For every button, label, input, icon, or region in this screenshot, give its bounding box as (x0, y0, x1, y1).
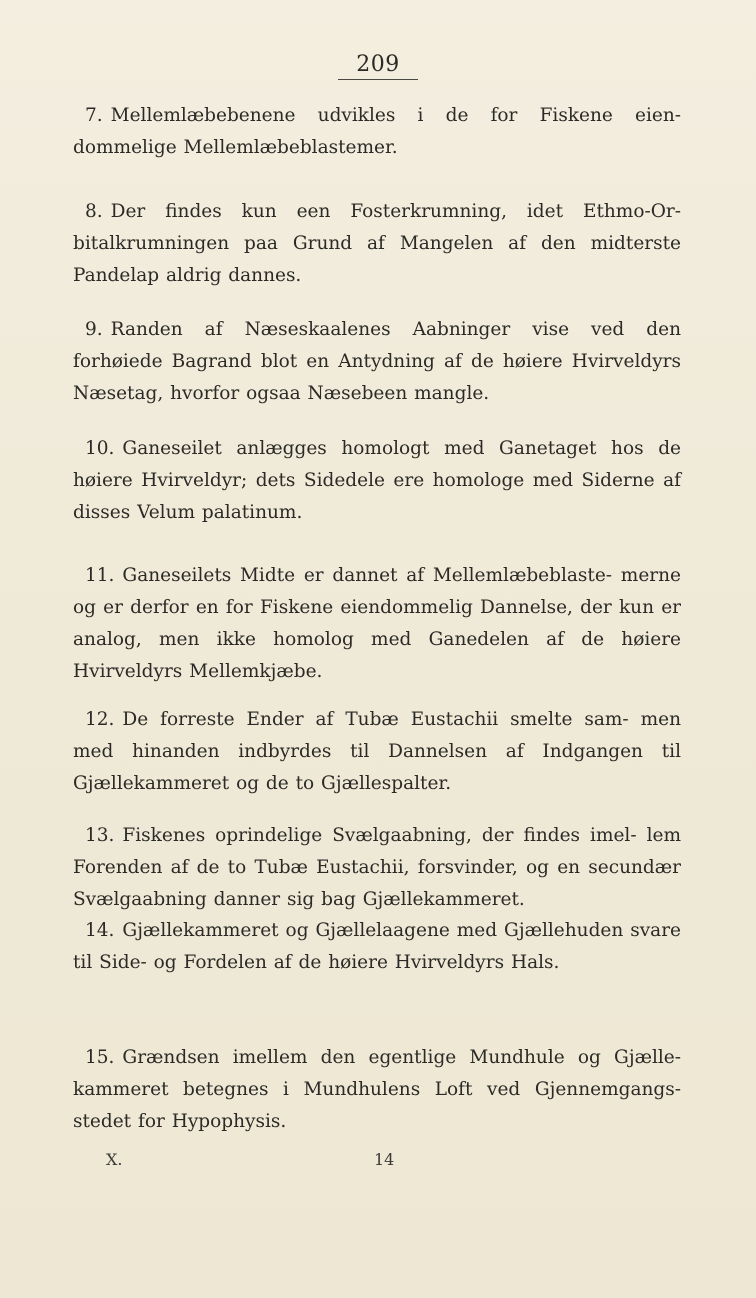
paragraph-text: Ganeseilets Midte er dannet af Mellemlæbeblaste- merne og er derfor en for Fiskene eiendommelig Dannelse, der kun er analog, men ikke homolog med Ganedelen af de høiere Hvirveldyrs Mellemkjæbe. (73, 565, 681, 682)
paragraph-number: 13. (85, 825, 115, 846)
paragraph-text: Fiskenes oprindelige Svælgaabning, der findes imel- lem Forenden af de to Tubæ Eustachii, forsvinder, og en secundær Svælgaabning danner sig bag Gjællekammeret. (73, 825, 681, 910)
paragraph-7 (73, 100, 681, 164)
paragraph-number: 10. (85, 438, 115, 459)
paragraph-15 (73, 1042, 681, 1138)
paragraph-text: Gjællekammeret og Gjællelaagene med Gjællehuden svare til Side- og Fordelen af de høiere Hvirveldyrs Hals. (73, 920, 681, 973)
paragraph-number: 7. (85, 105, 103, 126)
paragraph-11 (73, 560, 681, 688)
paragraph-text: Randen af Næseskaalenes Aabninger vise ved den forhøiede Bagrand blot en Antydning af de høiere Hvirveldyrs Næsetag, hvorfor ogsaa Næsebeen mangle. (73, 319, 681, 404)
signature-mark-right: 14 (374, 1150, 395, 1169)
paragraph-text: Der findes kun een Fosterkrumning, idet Ethmo-Or- bitalkrumningen paa Grund af Mangelen af den midterste Pandelap aldrig dannes. (73, 201, 681, 286)
page-number: 209 (338, 52, 418, 80)
paragraph-number: 9. (85, 319, 103, 340)
paragraph-12 (73, 704, 681, 800)
paragraph-13 (73, 820, 681, 916)
paragraph-number: 12. (85, 709, 115, 730)
paragraph-number: 11. (85, 565, 115, 586)
paragraph-text: De forreste Ender af Tubæ Eustachii smelte sam- men med hinanden indbyrdes til Dannelsen af Indgangen til Gjællekammeret og de to Gjællespalter. (73, 709, 681, 794)
paragraph-number: 14. (85, 920, 115, 941)
signature-mark-left: X. (106, 1150, 123, 1169)
paragraph-number: 8. (85, 201, 103, 222)
paragraph-number: 15. (85, 1047, 115, 1068)
paragraph-8 (73, 196, 681, 292)
paragraph-text: Grændsen imellem den egentlige Mundhule og Gjælle- kammeret betegnes i Mundhulens Loft ved Gjennemgangs- stedet for Hypophysis. (73, 1047, 681, 1132)
paragraph-10 (73, 433, 681, 529)
paragraph-14 (73, 915, 681, 979)
paragraph-text: Mellemlæbebenene udvikles i de for Fiskene eien- dommelige Mellemlæbeblastemer. (73, 105, 681, 158)
paragraph-9 (73, 314, 681, 410)
paragraph-text: Ganeseilet anlægges homologt med Ganetaget hos de høiere Hvirveldyr; dets Sidedele ere homologe med Siderne af disses Velum palatinum. (73, 438, 681, 523)
